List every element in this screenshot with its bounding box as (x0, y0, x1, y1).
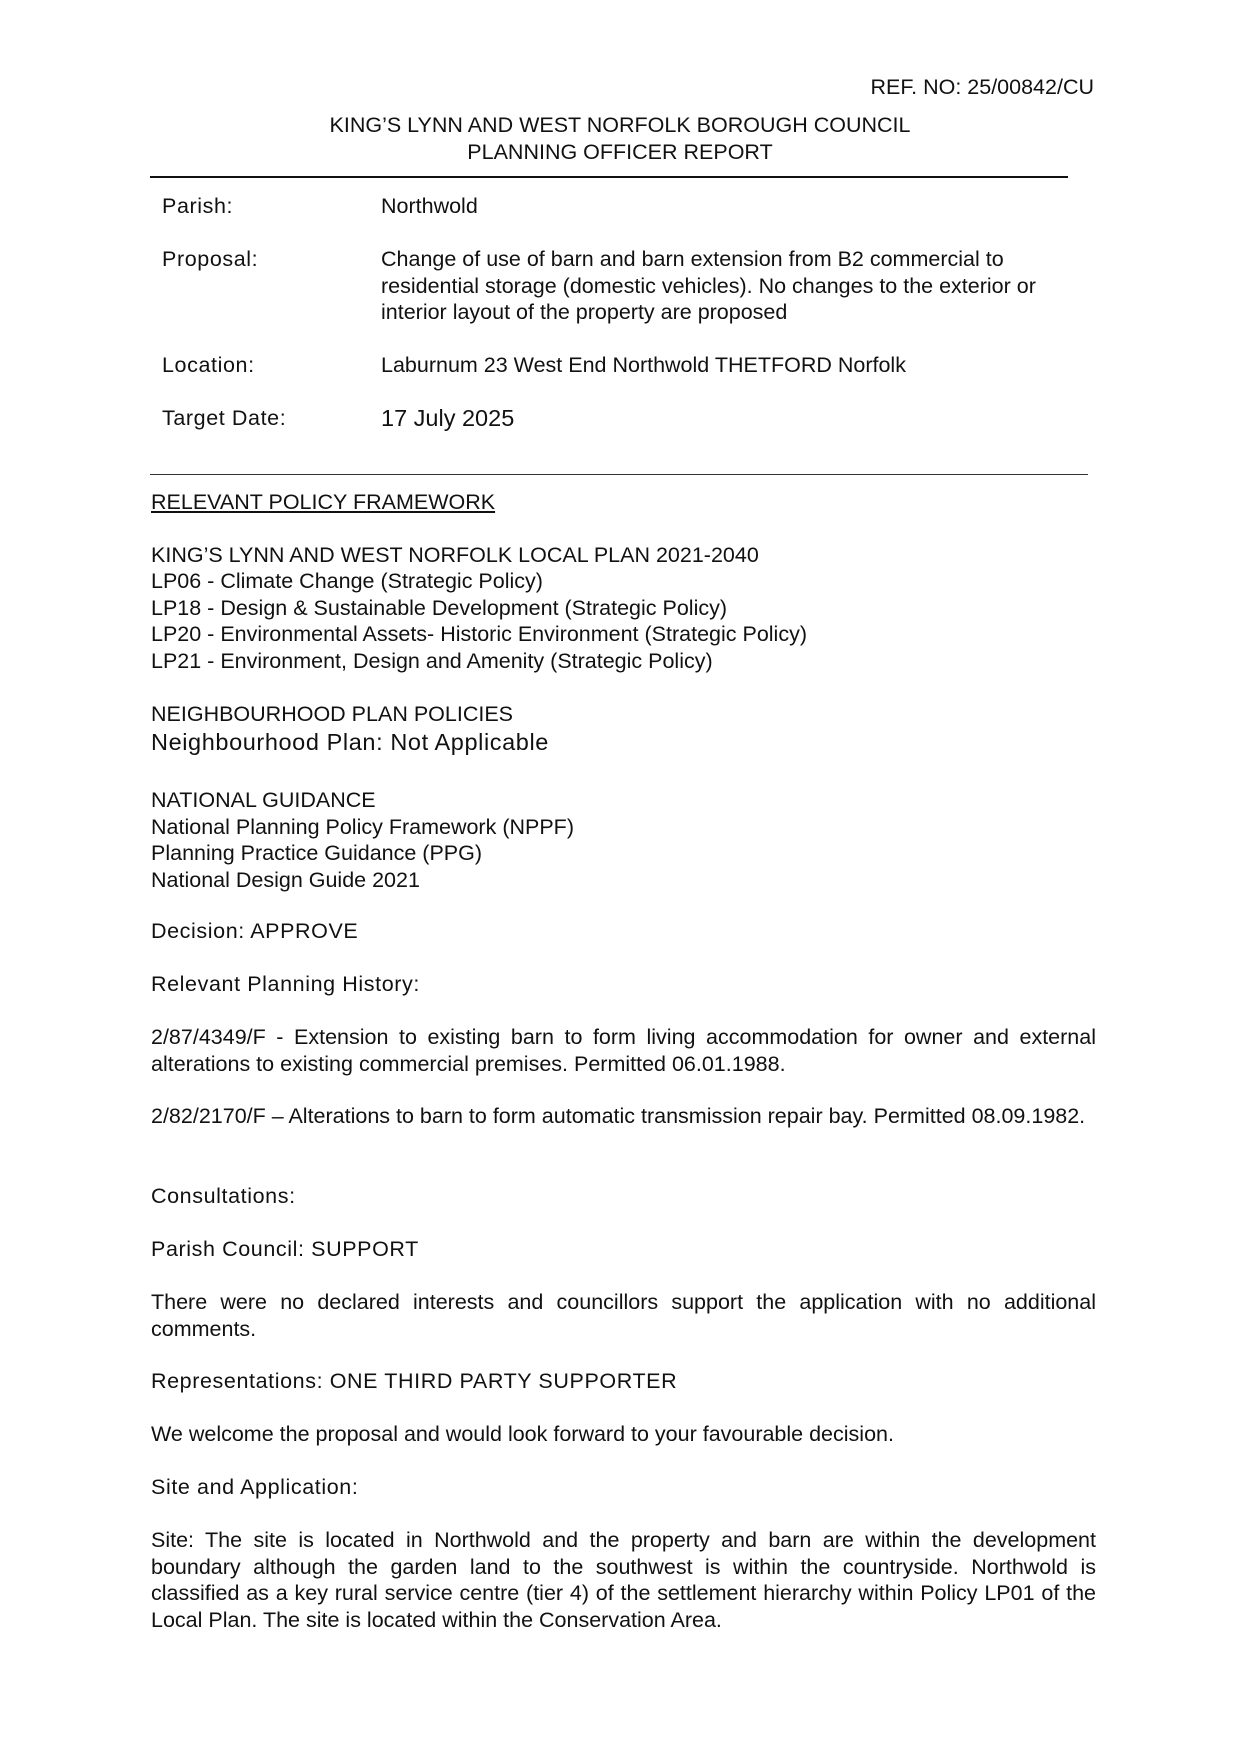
site-application-heading: Site and Application: (151, 1475, 359, 1499)
history-entry-text: 2/82/2170/F – Alterations to barn to form automatic transmission repair bay. Permitted 08.09.1982. (151, 1104, 1086, 1128)
planning-history-heading: Relevant Planning History: (151, 972, 420, 996)
national-guidance-item: Planning Practice Guidance (PPG) (151, 841, 483, 865)
reference-number: REF. NO: 25/00842/CU (870, 75, 1094, 99)
neighbourhood-section (151, 701, 1096, 756)
neighbourhood-title: NEIGHBOURHOOD PLAN POLICIES (151, 702, 513, 726)
parish-council-comment (151, 1289, 1096, 1342)
location-label: Location: (162, 353, 255, 377)
proposal-line: Change of use of barn and barn extension from B2 commercial to (381, 247, 1004, 271)
council-name: KING’S LYNN AND WEST NORFOLK BOROUGH COUNCIL (329, 113, 911, 137)
history-entry (151, 1024, 1096, 1077)
local-plan-item: LP18 - Design & Sustainable Development (Strategic Policy) (151, 595, 728, 620)
parish-value: Northwold (381, 194, 478, 218)
parish-council-comment-text: There were no declared interests and councillors support the application with no additional comments. (151, 1290, 1096, 1341)
target-date-value: 17 July 2025 (381, 405, 515, 431)
parish-council-response: Parish Council: SUPPORT (151, 1237, 419, 1261)
decision: Decision: APPROVE (151, 919, 359, 943)
report-title: PLANNING OFFICER REPORT (467, 140, 773, 164)
national-guidance-title: NATIONAL GUIDANCE (151, 788, 376, 812)
site-description-text: Site: The site is located in Northwold and the property and barn are within the development boundary although the garden land to the southwest is within the countryside. Northwold is classified as a key rural service centre (tier 4) of the settlement hierarchy within Policy LP01 of the Local Plan. The site is located within the Conservation Area. (151, 1528, 1096, 1632)
location-value: Laburnum 23 West End Northwold THETFORD Norfolk (381, 353, 906, 377)
target-date-label: Target Date: (162, 406, 287, 430)
proposal-label: Proposal: (162, 247, 259, 271)
parish-label: Parish: (162, 194, 234, 218)
site-description (151, 1527, 1096, 1633)
consultations-heading: Consultations: (151, 1184, 296, 1208)
representation-comment: We welcome the proposal and would look forward to your favourable decision. (151, 1422, 894, 1446)
policy-framework-heading: RELEVANT POLICY FRAMEWORK (151, 490, 496, 514)
national-guidance-section (151, 787, 1096, 893)
policy-framework-section (151, 489, 1096, 674)
neighbourhood-value: Neighbourhood Plan: Not Applicable (151, 728, 549, 755)
history-entry (151, 1103, 1096, 1130)
national-guidance-item: National Design Guide 2021 (151, 867, 420, 892)
proposal-line: interior layout of the property are proposed (381, 300, 788, 324)
local-plan-title: KING’S LYNN AND WEST NORFOLK LOCAL PLAN 2021-2040 (151, 542, 759, 567)
history-entry-text: 2/87/4349/F - Extension to existing barn to form living accommodation for owner and external alterations to existing commercial premises. Permitted 06.01.1988. (151, 1025, 1096, 1076)
local-plan-item: LP21 - Environment, Design and Amenity (Strategic Policy) (151, 648, 713, 673)
national-guidance-item: National Planning Policy Framework (NPPF) (151, 814, 574, 839)
representations-heading: Representations: ONE THIRD PARTY SUPPORTER (151, 1369, 678, 1393)
section-divider (150, 474, 1088, 475)
local-plan-item: LP20 - Environmental Assets- Historic Environment (Strategic Policy) (151, 622, 807, 646)
header-divider (150, 176, 1068, 178)
proposal-line: residential storage (domestic vehicles). No changes to the exterior or (381, 274, 1036, 298)
local-plan-item: LP06 - Climate Change (Strategic Policy) (151, 569, 543, 593)
